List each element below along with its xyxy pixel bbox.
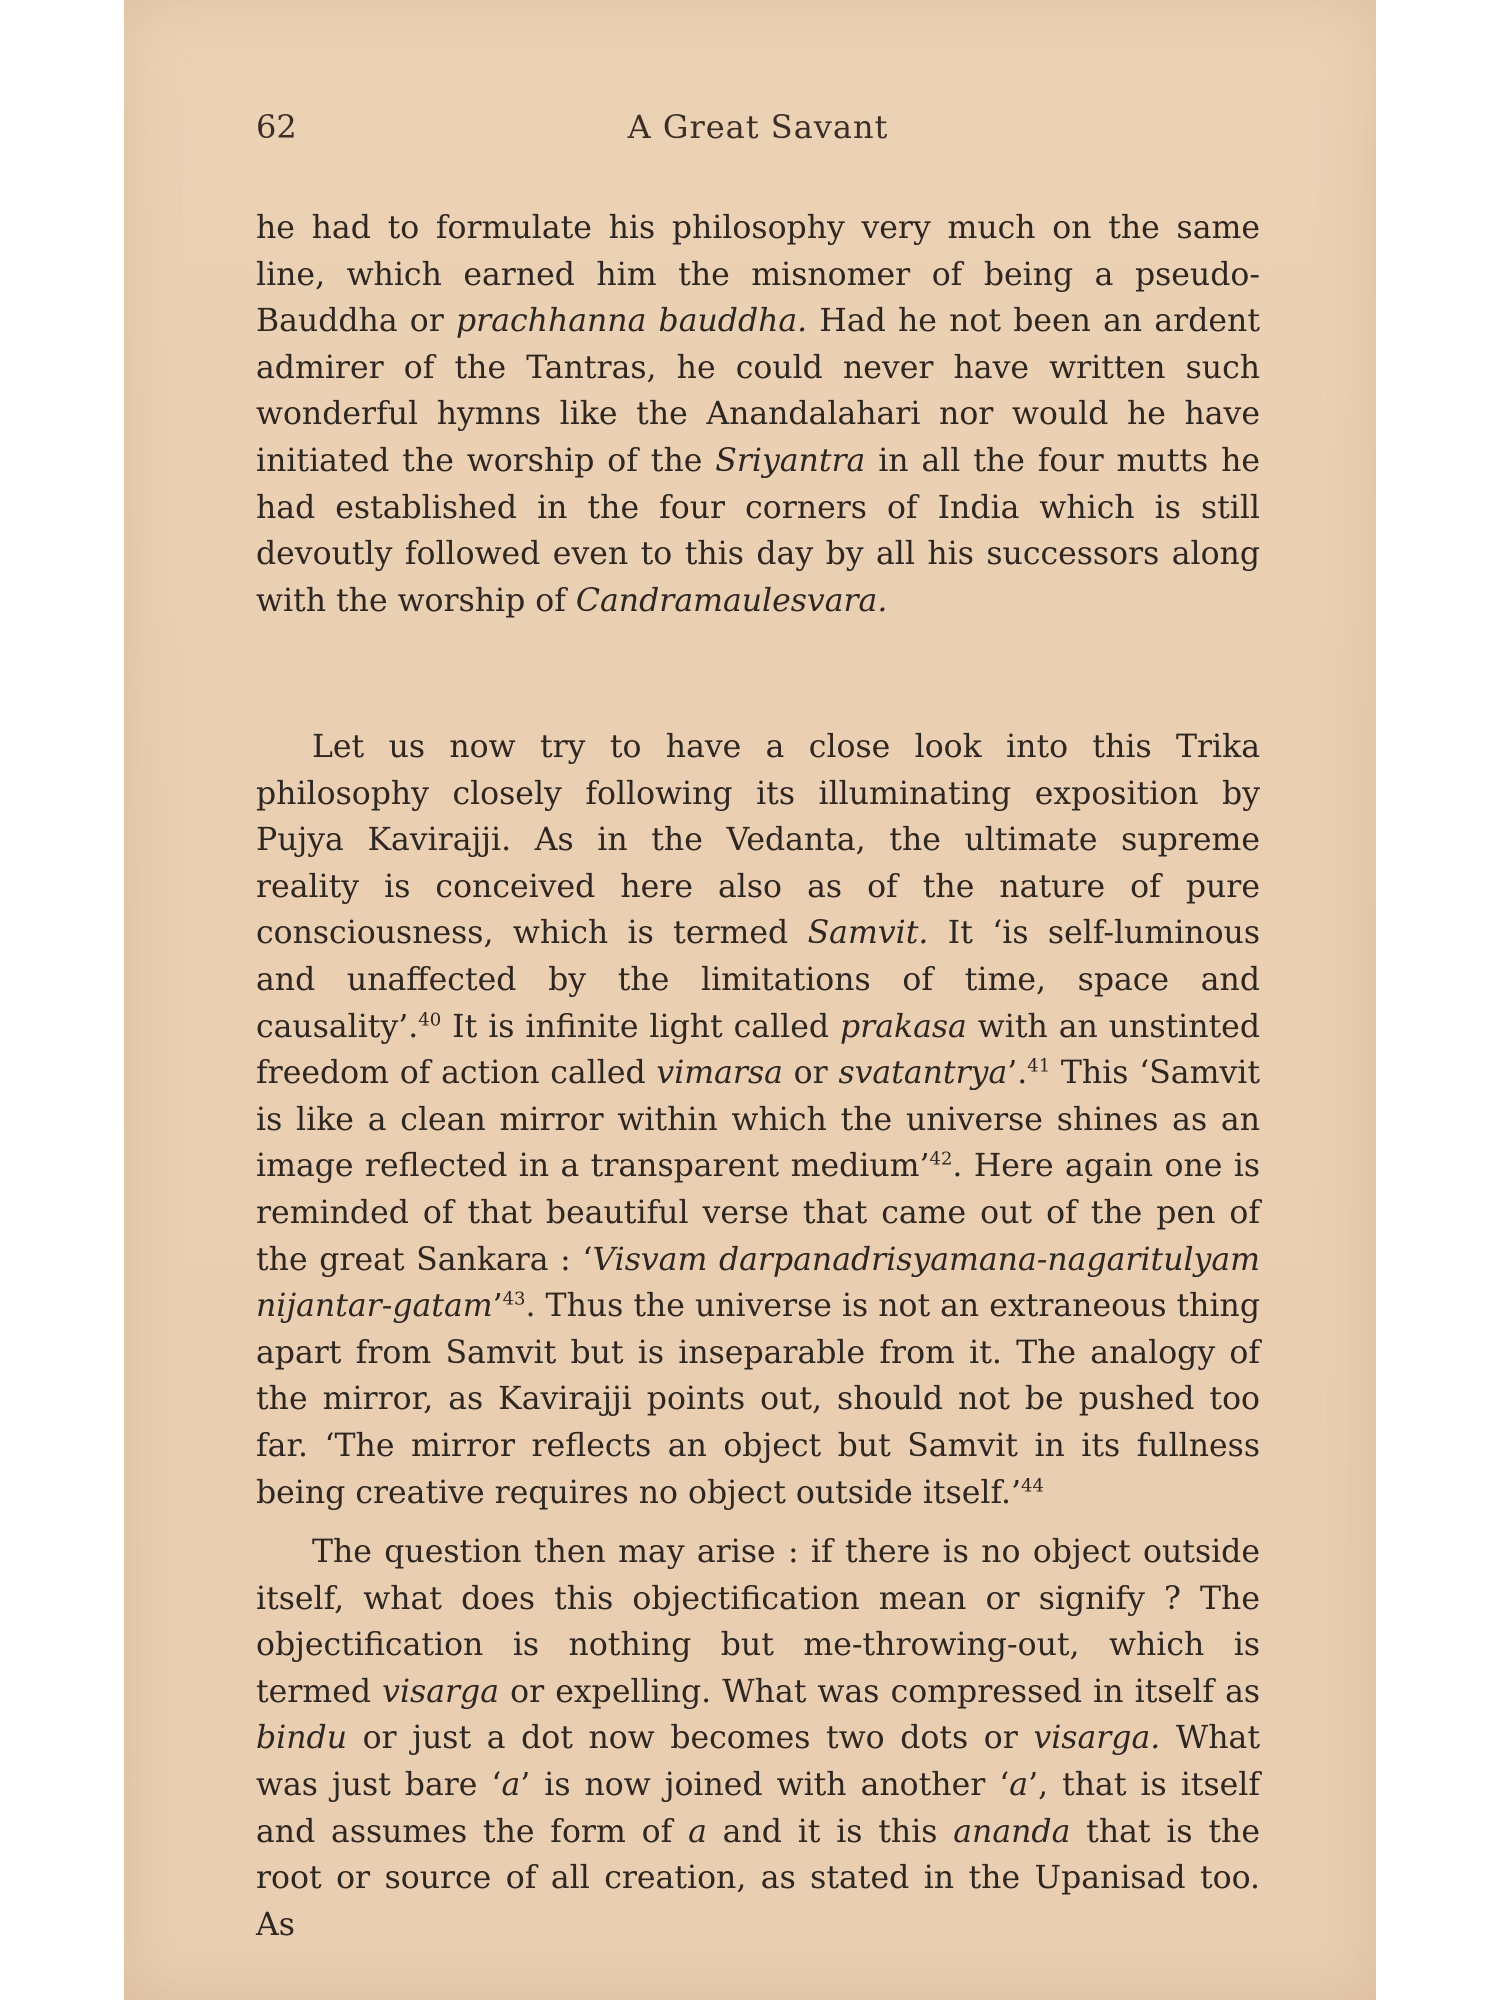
text-run: ’: [492, 1288, 503, 1325]
text-run: It ‘is self-luminous and unaffected by the limitations of time, space and causality’.: [256, 915, 1260, 1045]
text-run: that is the root or source of all creation, as stated in the Upanisad too. As: [256, 1813, 1260, 1943]
text-run: Let us now try to have a close look into this Trika philosophy closely following its illuminating exposition by Pujya Kavirajji. As in the Vedanta, the ultimate supreme reality is conceived here also as of the nature of pure consciousness, which is termed: [256, 729, 1260, 952]
text-run: It is infinite light called: [441, 1008, 840, 1045]
text-run: he had to formulate his philosophy very much on the same line, which earned him the misnomer of being a pseudo-Bauddha or: [256, 210, 1260, 340]
italic-term: Samvit.: [807, 915, 929, 952]
text-run: . Thus the universe is not an extraneous thing apart from Samvit but is inseparable from it. The analogy of the mirror, as Kavirajji points out, should not be pushed too far. ‘The mirror reflects an object but Samvit in its fullness being creative requires no object outside itself.’: [256, 1288, 1260, 1511]
text-run: ’.: [1007, 1055, 1028, 1092]
running-head: A Great Savant: [627, 108, 889, 146]
footnote-ref: 42: [929, 1148, 953, 1170]
footnote-ref: 40: [418, 1009, 442, 1031]
paragraph-1: [256, 205, 1260, 624]
footnote-ref: 41: [1027, 1055, 1051, 1077]
paragraph-3: [256, 1529, 1260, 1948]
italic-term: a: [688, 1813, 707, 1850]
italic-term: prakasa: [840, 1008, 967, 1045]
text-run: and it is this: [706, 1813, 954, 1850]
text-run: This ‘Samvit is like a clean mirror within which the universe shines as an image reflected in a transparent medium’: [256, 1055, 1260, 1185]
italic-term: visarga: [382, 1673, 499, 1710]
italic-term: prachhanna bauddha.: [456, 303, 808, 340]
book-page: [124, 0, 1376, 2000]
italic-term: a: [1009, 1766, 1029, 1803]
page-number: 62: [256, 108, 297, 146]
italic-term: ananda: [953, 1813, 1071, 1850]
italic-term: bindu: [256, 1720, 347, 1757]
text-run: ’ is now joined with another ‘: [520, 1766, 1010, 1803]
text-run: or just a dot now becomes two dots or: [346, 1720, 1034, 1757]
page-header: [256, 108, 1260, 152]
italic-quote: Visvam darpanadrisyamana-nagaritulyam nijantar-gatam: [256, 1241, 1260, 1325]
text-run: ’, that is itself and assumes the form of: [256, 1766, 1260, 1850]
text-run: in all the four mutts he had established in the four corners of India which is still devoutly followed even to this day by all his successors along with the worship of: [256, 442, 1261, 619]
italic-term: svatantrya: [838, 1055, 1008, 1092]
text-run: The question then may arise : if there is no object outside itself, what does this objectification mean or signify ? The objectification is nothing but me-throwing-out, which is termed: [256, 1534, 1260, 1710]
italic-term: a: [501, 1766, 521, 1803]
text-run: or expelling. What was compressed in itself as: [499, 1673, 1261, 1710]
text-run: What was just bare ‘: [256, 1720, 1260, 1803]
italic-term: vimarsa: [656, 1055, 783, 1092]
text-run: or: [782, 1055, 839, 1092]
footnote-ref: 43: [502, 1288, 526, 1310]
italic-term: Sriyantra: [715, 442, 866, 479]
text-run: with an unstinted freedom of action called: [256, 1008, 1260, 1092]
footnote-ref: 44: [1021, 1475, 1044, 1496]
paragraph-2: [256, 724, 1260, 1516]
text-run: . Here again one is reminded of that beautiful verse that came out of the pen of the great Sankara : ‘: [256, 1148, 1260, 1278]
text-run: Had he not been an ardent admirer of the Tantras, he could never have written such wonderful hymns like the Anandalahari nor would he have initiated the worship of the: [256, 303, 1260, 479]
italic-term: visarga.: [1033, 1720, 1161, 1757]
italic-term: Candramaulesvara.: [575, 582, 888, 619]
